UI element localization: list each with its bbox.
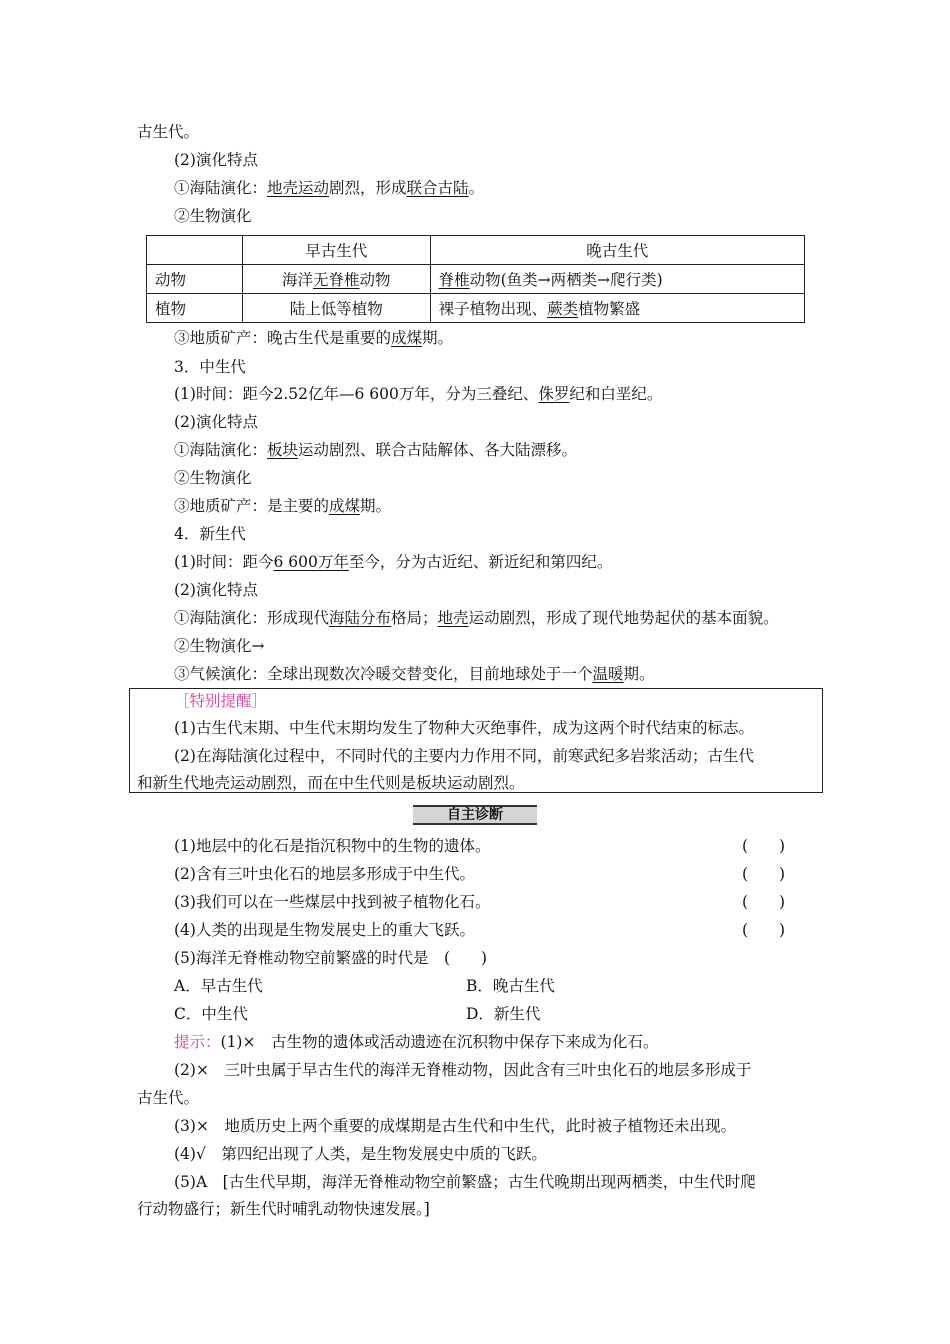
heading-mesozoic: 3．中生代 [174,358,246,376]
question-2: (2)含有三叶虫化石的地层多形成于中生代。 [174,865,475,883]
special-reminder-title: ［特别提醒］ [174,692,268,710]
heading-evolution-features: (2)演化特点 [174,151,258,169]
option-a: A．早古生代 [174,977,263,995]
table-row-label: 植物 [147,294,243,323]
answer-bracket: ( ) [742,837,786,855]
reminder-point-2: (2)在海陆演化过程中，不同时代的主要内力作用不同，前寒武纪多岩浆活动；古生代 [174,747,754,765]
table-header-cell [147,236,243,265]
answer-bracket: ( ) [742,865,786,883]
question-4: (4)人类的出现是生物发展史上的重大飞跃。 [174,921,475,939]
heading-biological-evolution: ②生物演化→ [174,637,265,655]
table-cell: 海洋无脊椎动物 [242,265,430,294]
heading-biological-evolution: ②生物演化 [174,469,252,487]
answer-5: (5)A [古生代早期，海洋无脊椎动物空前繁盛；古生代晚期出现两栖类，中生代时爬 [174,1173,756,1191]
answer-2-continued: 古生代。 [137,1089,200,1107]
table-header-cell: 早古生代 [242,236,430,265]
answer-1: 提示：(1)× 古生物的遗体或活动遗迹在沉积物中保存下来成为化石。 [174,1033,659,1051]
reminder-point-2-continued: 和新生代地壳运动剧烈，而在中生代则是板块运动剧烈。 [137,774,525,792]
question-5: (5)海洋无脊椎动物空前繁盛的时代是 ( ) [174,949,488,967]
answer-5-continued: 行动物盛行；新生代时哺乳动物快速发展。] [137,1200,430,1218]
table-cell: 陆上低等植物 [242,294,430,323]
table-cell: 裸子植物出现、蕨类植物繁盛 [430,294,804,323]
hint-label: 提示： [174,1033,221,1051]
line-sea-land-evolution: ①海陆演化：形成现代海陆分布格局；地壳运动剧烈，形成了现代地势起伏的基本面貌。 [174,609,779,627]
line-cenozoic-time: (1)时间：距今6 600万年至今，分为古近纪、新近纪和第四纪。 [174,553,613,571]
answer-2: (2)× 三叶虫属于早古生代的海洋无脊椎动物，因此含有三叶虫化石的地层多形成于 [174,1061,752,1079]
heading-biological-evolution: ②生物演化 [174,207,252,225]
line-geological-minerals: ③地质矿产：是主要的成煤期。 [174,497,392,515]
answer-4: (4)√ 第四纪出现了人类，是生物发展史中质的飞跃。 [174,1145,547,1163]
answer-3: (3)× 地质历史上两个重要的成煤期是古生代和中生代，此时被子植物还未出现。 [174,1117,736,1135]
answer-bracket: ( ) [742,893,786,911]
heading-evolution-features: (2)演化特点 [174,581,258,599]
heading-cenozoic: 4．新生代 [174,525,246,543]
question-1: (1)地层中的化石是指沉积物中的生物的遗体。 [174,837,491,855]
option-c: C．中生代 [174,1005,248,1023]
line-paleozoic-end: 古生代。 [137,123,200,141]
paleozoic-evolution-table [146,235,805,323]
table-row-label: 动物 [147,265,243,294]
line-geological-minerals: ③地质矿产：晚古生代是重要的成煤期。 [174,329,454,347]
table-row [147,294,805,323]
table-header-cell: 晚古生代 [430,236,804,265]
option-d: D．新生代 [466,1005,541,1023]
line-mesozoic-time: (1)时间：距今2.52亿年—6 600万年，分为三叠纪、侏罗纪和白垩纪。 [174,385,663,403]
table-row [147,265,805,294]
reminder-point-1: (1)古生代末期、中生代末期均发生了物种大灭绝事件，成为这两个时代结束的标志。 [174,719,754,737]
line-sea-land-evolution: ①海陆演化：地壳运动剧烈，形成联合古陆。 [174,179,485,197]
line-climate-evolution: ③气候演化：全球出现数次冷暖交替变化，目前地球处于一个温暖期。 [174,665,655,683]
table-cell: 脊椎动物(鱼类→两栖类→爬行类) [430,265,804,294]
self-diagnosis-badge: 自主诊断 [413,805,537,825]
heading-evolution-features: (2)演化特点 [174,413,258,431]
answer-bracket: ( ) [742,921,786,939]
table-header-row [147,236,805,265]
option-b: B．晚古生代 [466,977,555,995]
line-sea-land-evolution: ①海陆演化：板块运动剧烈、联合古陆解体、各大陆漂移。 [174,441,578,459]
question-3: (3)我们可以在一些煤层中找到被子植物化石。 [174,893,491,911]
